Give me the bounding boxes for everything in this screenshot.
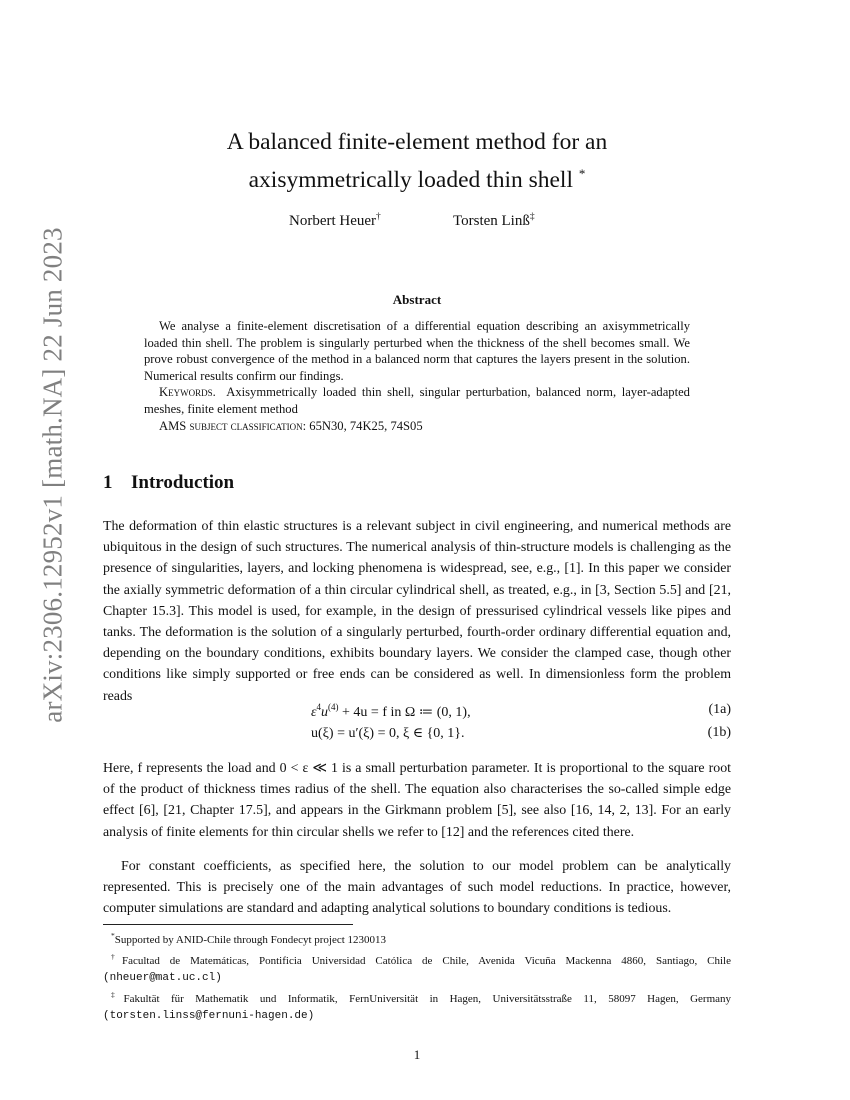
keywords-line [144, 384, 690, 417]
ams-label: AMS subject classification: [159, 418, 307, 433]
section-title-text: Introduction [131, 472, 235, 493]
paragraph-text: For constant coefficients, as specified here, the solution to our model problem can be analytically represented. This is precisely one of the main advantages of such model reductions. In practice, however, computer simulations are standard and adapting analytical solutions to boundary conditions is tedious. [103, 859, 731, 917]
author-mark: ‡ [529, 212, 535, 222]
equation-tag: (1a) [708, 702, 731, 717]
footnote-text: Facultad de Matemáticas, Pontificia Universidad Católica de Chile, Avenida Vicuña Mackenna 4860, Santiago, Chile [121, 955, 731, 967]
footnote-divider [103, 924, 353, 925]
abstract-heading: Abstract [392, 292, 442, 307]
footnote-linss-affiliation [103, 987, 731, 1024]
footnote-heuer-affiliation [103, 949, 731, 986]
paper-title [103, 127, 731, 196]
footnote-funding [103, 928, 731, 948]
footnote-mark: * [111, 931, 115, 940]
equation-1b [103, 725, 731, 747]
eq-power: 4 [316, 702, 322, 712]
keywords-text: Axisymmetrically loaded thin shell, singular perturbation, balanced norm, layer-adapted meshes, finite element method [144, 385, 690, 416]
footnote-text: Supported by ANID-Chile through Fondecyt project 1230013 [114, 934, 387, 946]
author-mark: † [376, 212, 381, 222]
title-footnote-mark: * [578, 166, 586, 181]
author-heuer [289, 212, 381, 230]
eq-rest: + 4u = f in Ω ≔ (0, 1), [338, 705, 471, 720]
footnote-mark: ‡ [111, 990, 124, 999]
paragraph-text: Here, f represents the load and 0 < ε ≪ 1 is a small perturbation parameter. It is proportional to the square root of the product of thickness times radius of the shell. The equation also characterises the so-called simple edge effect [6], [21, Chapter 17.5], and appears in the Girkmann problem [5], see also [16, 14, 2, 13]. For an early analysis of finite elements for thin circular shells we refer to [12] and the references cited there. [103, 761, 731, 840]
keywords-label: Keywords. [159, 385, 216, 400]
eq-derivative-order: (4) [328, 702, 339, 712]
author-name: Norbert Heuer [289, 213, 377, 229]
equation-1a [103, 702, 731, 724]
ams-line [144, 418, 690, 435]
author-linss [453, 212, 535, 230]
equation-tag: (1b) [707, 725, 731, 740]
intro-paragraph-1 [103, 516, 731, 707]
ams-codes: 65N30, 74K25, 74S05 [309, 418, 423, 433]
intro-paragraph-3 [103, 856, 731, 920]
footnote-mark: † [111, 952, 122, 961]
title-line-2-text: axisymmetrically loaded thin shell [248, 167, 573, 193]
section-heading [103, 472, 234, 494]
footnotes [103, 928, 731, 1025]
equation-1b-body: u(ξ) = u′(ξ) = 0, ξ ∈ {0, 1}. [311, 726, 465, 741]
paragraph-text: The deformation of thin elastic structures is a relevant subject in civil engineering, and numerical methods are ubiquitous in the design of such structures. The numerical analysis of thin-structure models is challenging as the presence of singularities, layers, and locking phenomena is widespread, see, e.g., [1]. In this paper we consider the axially symmetric deformation of a thin circular cylindrical shell, as treated, e.g., in [3, Section 5.5] and [21, Chapter 15.3]. This model is used, for example, in the design of pressurised cylindrical vessels like pipes and tanks. The deformation is the solution of a singularly perturbed, fourth-order ordinary differential equation and, depending on the boundary conditions, exhibits boundary layers. We consider the clamped case, though other conditions like simply supported or free ends can be considered as well. In dimensionless form the problem reads [103, 519, 731, 704]
eq-u: u [321, 705, 329, 720]
footnote-email[interactable]: (torsten.linss@fernuni-hagen.de) [103, 1010, 315, 1022]
equation-1a-body [311, 702, 471, 721]
author-name: Torsten Linß [453, 213, 530, 229]
intro-paragraph-2 [103, 758, 731, 843]
section-number: 1 [103, 472, 113, 493]
title-line-1: A balanced finite-element method for an [226, 129, 608, 155]
arxiv-identifier-stamp: arXiv:2306.12952v1 [math.NA] 22 Jun 2023 [37, 227, 68, 723]
eq-epsilon: ε [311, 705, 317, 720]
abstract-body [144, 318, 690, 434]
footnote-email[interactable]: (nheuer@mat.uc.cl) [103, 972, 222, 984]
footnote-text: Fakultät für Mathematik und Informatik, FernUniversität in Hagen, Universitätsstraße 11, 58097 Hagen, Germany [123, 993, 732, 1005]
title-line-2 [103, 158, 731, 196]
abstract-text: We analyse a finite-element discretisation of a differential equation describing an axisymmetrically loaded thin shell. The problem is singularly perturbed when the thickness of the shell becomes small. We prove robust convergence of the method in a balanced norm that captures the layers present in the solution. Numerical results confirm our findings. [144, 319, 690, 383]
page-number: 1 [413, 1047, 421, 1062]
